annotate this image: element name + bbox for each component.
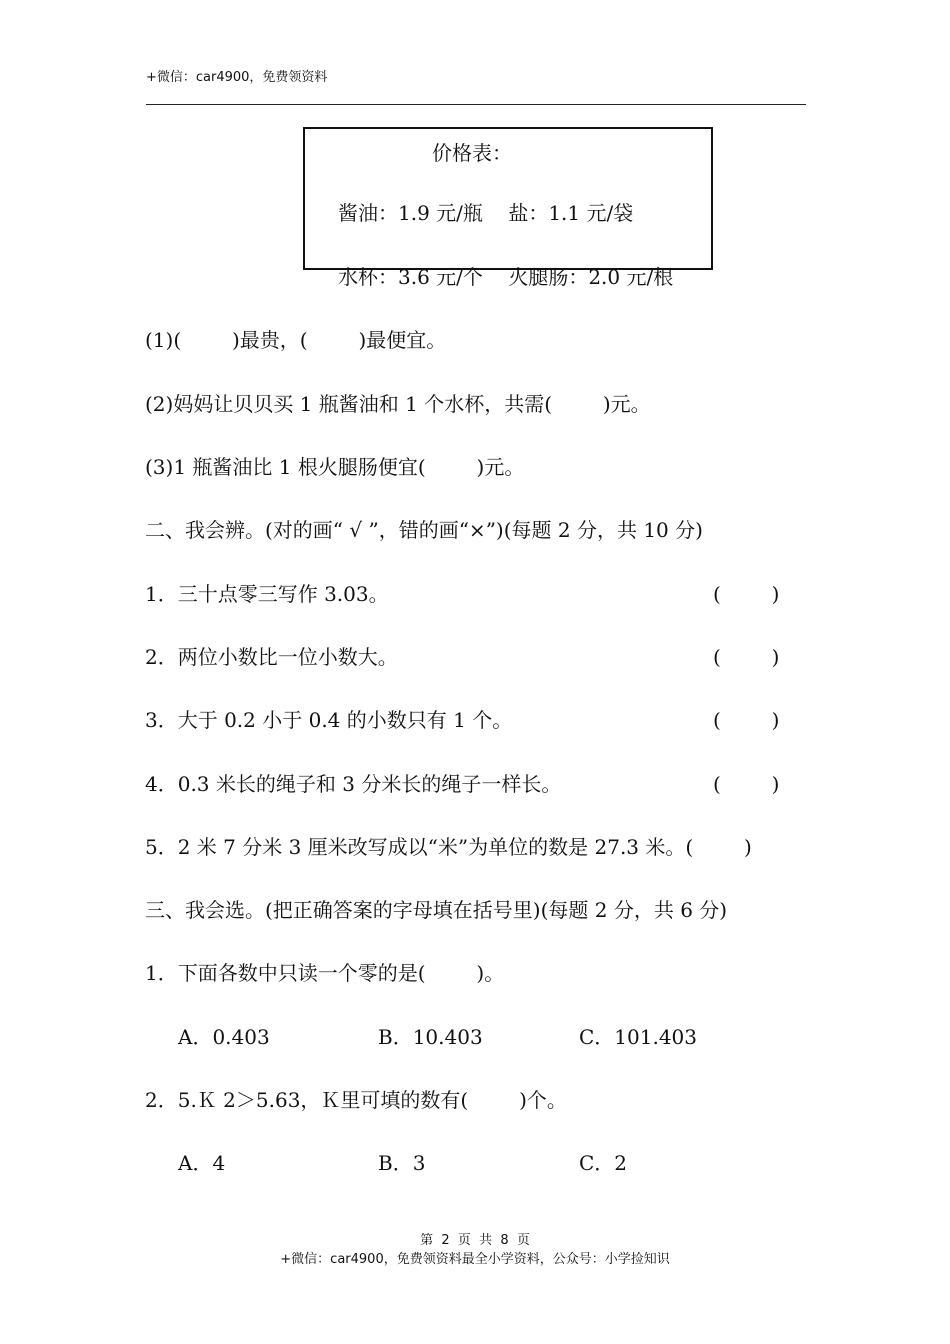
price-table-row-1: 酱油：1.9 元/瓶 盐：1.1 元/袋	[338, 201, 634, 225]
judge-item-3-bracket: ( )	[713, 708, 780, 732]
choice-2-option-c: C．2	[579, 1151, 628, 1175]
choice-question-1: 1．下面各数中只读一个零的是( )。	[145, 961, 505, 985]
judge-item-4: 4．0.3 米长的绳子和 3 分米长的绳子一样长。	[145, 772, 562, 796]
choice-1-option-a: A．0.403	[178, 1025, 270, 1049]
header-note: +微信：car4900，免费领资料	[146, 70, 328, 85]
choice-question-2: 2．5.Ｋ 2＞5.63，Ｋ里可填的数有( )个。	[145, 1088, 567, 1112]
judge-item-2: 2．两位小数比一位小数大。	[145, 645, 398, 669]
choice-1-option-c: C．101.403	[579, 1025, 698, 1049]
page-number: 第 2 页 共 8 页	[420, 1233, 530, 1248]
price-table-row-2: 水杯：3.6 元/个 火腿肠：2.0 元/根	[338, 265, 674, 289]
section-2-heading: 二、我会辨。(对的画“ √ ”，错的画“×”)(每题 2 分，共 10 分)	[145, 518, 703, 542]
header-divider	[146, 104, 806, 105]
section-3-heading: 三、我会选。(把正确答案的字母填在括号里)(每题 2 分，共 6 分)	[145, 898, 728, 922]
question-1-2: (2)妈妈让贝贝买 1 瓶酱油和 1 个水杯，共需( )元。	[145, 392, 651, 416]
judge-item-5: 5．2 米 7 分米 3 厘米改写成以“米”为单位的数是 27.3 米。( )	[145, 835, 752, 859]
judge-item-2-bracket: ( )	[713, 645, 780, 669]
judge-item-4-bracket: ( )	[713, 772, 780, 796]
footer-note: +微信：car4900，免费领资料最全小学资料，公众号：小学捡知识	[280, 1252, 670, 1267]
choice-2-option-b: B．3	[378, 1151, 426, 1175]
question-1-3: (3)1 瓶酱油比 1 根火腿肠便宜( )元。	[145, 455, 525, 479]
choice-1-option-b: B．10.403	[378, 1025, 483, 1049]
choice-2-option-a: A．4	[178, 1151, 226, 1175]
judge-item-1: 1．三十点零三写作 3.03。	[145, 582, 389, 606]
question-1-1: (1)( )最贵，( )最便宜。	[145, 328, 447, 352]
judge-item-3: 3．大于 0.2 小于 0.4 的小数只有 1 个。	[145, 708, 513, 732]
price-table-title: 价格表：	[432, 141, 512, 165]
judge-item-1-bracket: ( )	[713, 582, 780, 606]
